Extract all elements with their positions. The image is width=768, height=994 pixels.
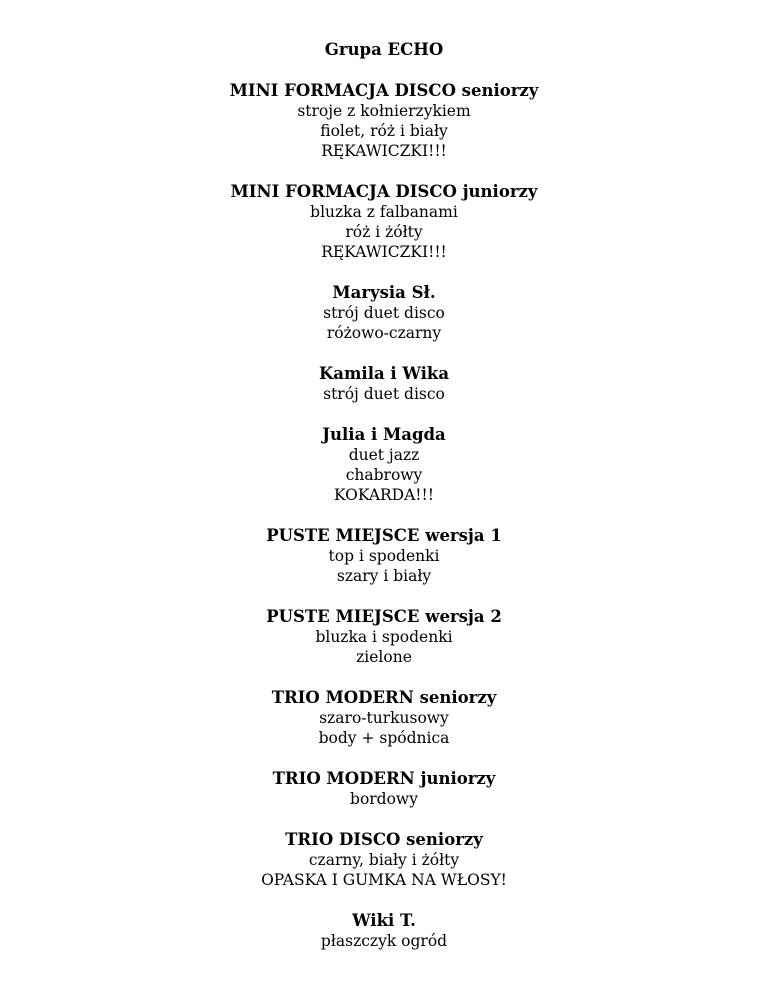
section-line: strój duet disco <box>323 304 445 322</box>
section-title: TRIO DISCO seniorzy <box>285 830 483 849</box>
section-line: czarny, biały i żółty <box>308 851 460 869</box>
section-title: PUSTE MIEJSCE wersja 1 <box>266 526 502 545</box>
section-puste-miejsce-2 <box>0 607 768 667</box>
section-julia-i-magda <box>0 425 768 505</box>
section-line: top i spodenki <box>328 547 440 565</box>
section-line: płaszczyk ogród <box>320 932 448 950</box>
section-marysia <box>0 283 768 343</box>
section-line: róż i żółty <box>345 223 423 241</box>
section-line: duet jazz <box>348 446 420 464</box>
section-line: bluzka i spodenki <box>315 628 453 646</box>
section-trio-disco-seniorzy <box>0 830 768 890</box>
section-line: bordowy <box>350 790 418 808</box>
section-line: RĘKAWICZKI!!! <box>321 142 447 160</box>
section-line: bluzka z falbanami <box>310 203 458 221</box>
section-trio-modern-seniorzy <box>0 688 768 748</box>
section-line: strój duet disco <box>323 385 445 403</box>
section-line: fiolet, róż i biały <box>320 122 448 140</box>
section-line: RĘKAWICZKI!!! <box>321 243 447 261</box>
section-title: Kamila i Wika <box>318 364 450 383</box>
section-line: różowo-czarny <box>326 324 442 342</box>
section-line: szary i biały <box>336 567 432 585</box>
section-line: szaro-turkusowy <box>319 709 449 727</box>
section-title: PUSTE MIEJSCE wersja 2 <box>266 607 502 626</box>
section-line: body + spódnica <box>318 729 450 747</box>
section-line: zielone <box>356 648 412 666</box>
document-title: Grupa ECHO <box>324 40 444 59</box>
section-trio-modern-juniorzy <box>0 769 768 809</box>
section-puste-miejsce-1 <box>0 526 768 586</box>
section-line: stroje z kołnierzykiem <box>297 102 471 120</box>
section-title: Wiki T. <box>352 911 416 930</box>
section-mini-formacja-disco-juniorzy <box>0 182 768 262</box>
section-line: KOKARDA!!! <box>334 486 434 504</box>
section-title: Marysia Sł. <box>332 283 436 302</box>
section-title: TRIO MODERN seniorzy <box>271 688 497 707</box>
section-title: MINI FORMACJA DISCO juniorzy <box>230 182 538 201</box>
section-wiki-t <box>0 911 768 951</box>
section-line: chabrowy <box>345 466 423 484</box>
section-line: OPASKA I GUMKA NA WŁOSY! <box>261 871 507 889</box>
section-title: MINI FORMACJA DISCO seniorzy <box>229 81 539 100</box>
section-kamila-i-wika <box>0 364 768 404</box>
section-title: TRIO MODERN juniorzy <box>272 769 496 788</box>
section-title: Julia i Magda <box>322 425 446 444</box>
section-mini-formacja-disco-seniorzy <box>0 81 768 161</box>
